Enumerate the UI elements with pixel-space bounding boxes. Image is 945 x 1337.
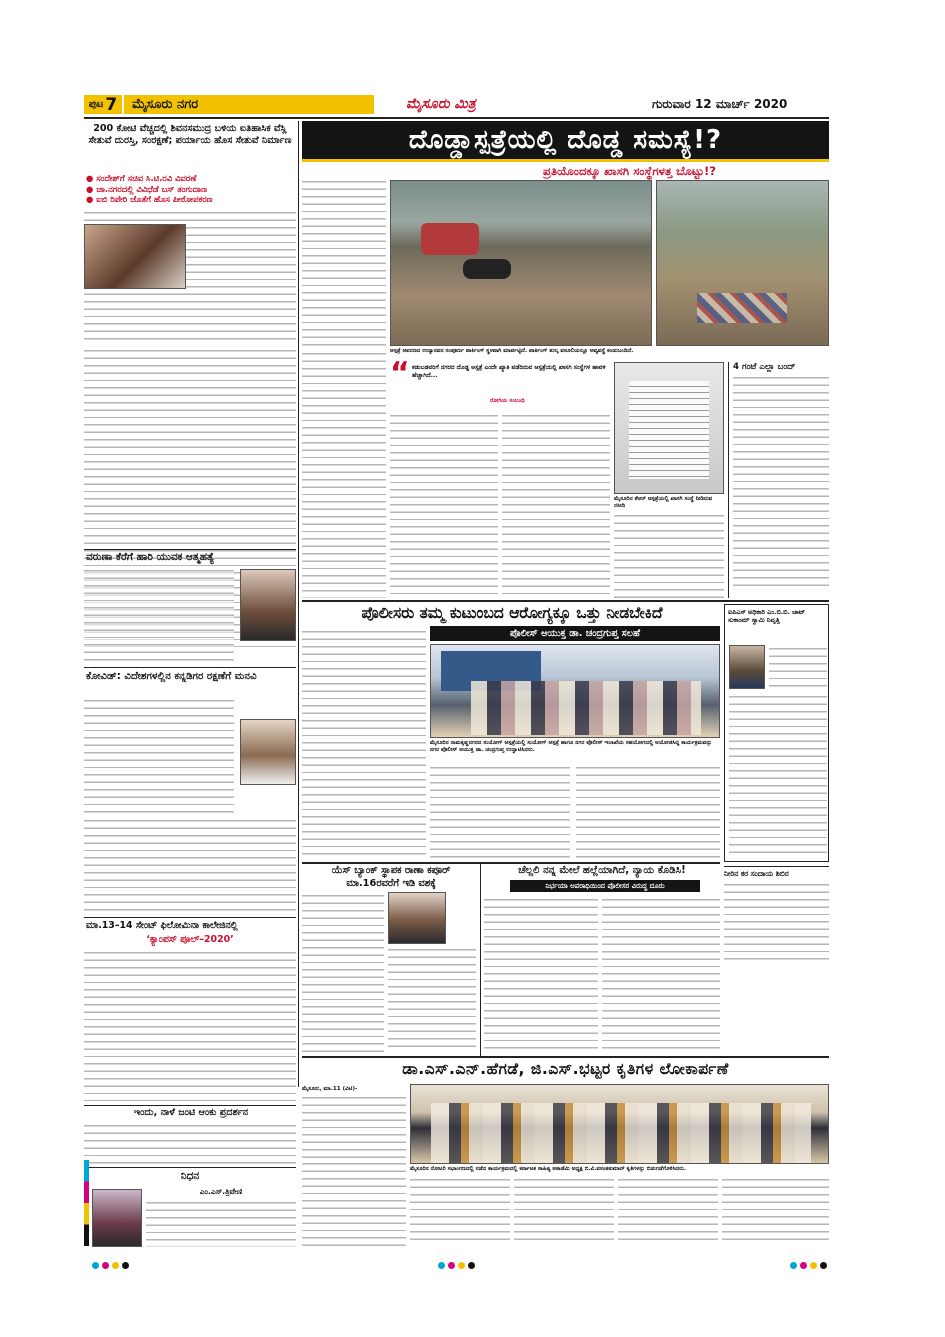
- dignitaries-row: [431, 1103, 811, 1163]
- quote-mark-icon: “: [390, 356, 410, 391]
- story2-body: [84, 567, 234, 663]
- yes-headline: ಯೆಸ್ ಬ್ಯಾಂಕ್ ಸ್ಥಾಪಕ ರಾಣಾ ಕಪೂರ್ ಮಾ.16ರವರೆಗೆ ಇಡಿ ವಶಕ್ಕೆ: [331, 865, 451, 889]
- yes-body-col2: [388, 946, 476, 1052]
- story5-headline: ಇಂದು, ನಾಳೆ ಜಂಟಿ ಆಂಕು ಪ್ರದರ್ಶನ: [133, 1107, 249, 1118]
- left-column: [84, 121, 296, 1246]
- bottom-headline: ಡಾ.ಎಸ್.ಎನ್.ಹೆಗಡೆ, ಜಿ.ಎಸ್.ಭಟ್ಟರ ಕೃತಿಗಳ ಲೋಕಾರ್ಪಣೆ: [402, 1060, 729, 1078]
- police-sub-bar: [430, 626, 720, 641]
- acid-headline: ಚೆಲ್ಲಲಿ ನನ್ನ ಮೇಲೆ ಹಲ್ಲೆಯಾಗಿದೆ, ನ್ಯಾಯ ಕೊಡಿಸಿ!: [518, 865, 686, 876]
- acid-body-col1: [484, 896, 598, 1052]
- water-box-title: ನೀರಿನ ಕರ ಸಂದಾಯ ಶಿಬಿರ: [724, 869, 789, 878]
- lead-subheadline: ಪ್ರತಿಯೊಂದಕ್ಕೂ ಖಾಸಗಿ ಸಂಸ್ಥೆಗಳತ್ತ ಬೊಟ್ಟು!?: [543, 164, 716, 178]
- section-bar: [124, 95, 374, 114]
- ips-box-body: [769, 645, 827, 691]
- story1-bullet-1: ● ಸಂದೇಶ್‌ಗೆ ಸಚಿವ ಸಿ.ಟಿ.ರವಿ ವಿವರಣೆ: [86, 173, 197, 183]
- youth-photo: [240, 569, 296, 641]
- cyan-dot: [438, 1262, 445, 1269]
- book-release-photo: [410, 1084, 829, 1164]
- paper-name: ಮೈಸೂರು ಮಿತ್ರ: [406, 96, 476, 112]
- minister2-photo: [240, 719, 296, 785]
- page-label: ಪುಟ: [88, 99, 104, 110]
- ips-box: [724, 604, 829, 862]
- closing-box: [728, 362, 829, 598]
- police-subheadline: ಪೊಲೀಸ್ ಆಯುಕ್ತ ಡಾ. ಚಂದ್ರಗುಪ್ತ ಸಲಹೆ: [509, 628, 641, 639]
- ips-box-body-b: [729, 693, 827, 857]
- rana-kapoor-photo: [388, 892, 446, 944]
- bottom-body-col1: [302, 1094, 406, 1158]
- obituary-name: ಎಂ.ಎಸ್.ತ್ರಿವೇಣಿ: [199, 1187, 243, 1196]
- yellow-dot: [112, 1262, 119, 1269]
- bottom-body-col2: [302, 1160, 406, 1246]
- car-shape: [421, 223, 479, 255]
- bottom-body-col5: [618, 1176, 718, 1246]
- bottom-body-col6: [722, 1176, 829, 1246]
- lead-body-col2: [302, 350, 386, 598]
- divider-police-top: [302, 600, 829, 602]
- black-dot: [820, 1262, 827, 1269]
- story4-body: [84, 949, 296, 1101]
- page-date: ಗುರುವಾರ 12 ಮಾರ್ಚ್ 2020: [652, 97, 788, 111]
- divider-yes-top: [302, 862, 720, 864]
- acid-subheadline: ನಿರ್ಭಯಾ ಅಪರಾಧಿಯಿಂದ ಪೊಲೀಸರ ವಿರುದ್ಧ ದೂರು: [545, 882, 665, 890]
- yellow-dot: [458, 1262, 465, 1269]
- page-number: 7: [105, 94, 118, 115]
- black-dot: [468, 1262, 475, 1269]
- divider-2: [84, 667, 296, 668]
- people-row: [471, 681, 701, 735]
- story3-body: [84, 697, 234, 817]
- book-release-caption: ಮೈಸೂರಿನ ರೋಟರಿ ಸಭಾಂಗಣದಲ್ಲಿ ನಡೆದ ಕಾರ್ಯಕ್ರಮದಲ್ಲಿ ಕರ್ನಾಟಕ ಸಾಹಿತ್ಯ ಅಕಾಡೆಮಿ ಅಧ್ಯಕ್ಷ ಬಿ.ವಿ.ವಸಂತಕುಮಾರ್ ಕೃತಿಗಳನ್ನು ಬಿಡುಗಡೆಗೊಳಿಸಿದರು.: [410, 1166, 687, 1172]
- police-photo-caption: ಮೈಸೂರಿನ ರಾಮಕೃಷ್ಣನಗರದ ಸುಯೋಗ್ ಆಸ್ಪತ್ರೆಯಲ್ಲಿ ಸುಯೋಗ್ ಆಸ್ಪತ್ರೆ ಹಾಗೂ ನಗರ ಪೊಲೀಸ್ ಇಲಾಖೆಯ ಸಹಯೋಗದಲ್ಲಿ ಆಯೋಜಿಸಿದ್ದ ಕಾರ್ಯಕ್ರಮವನ್ನು ನಗರ ಪೊಲೀಸ್ ಆಯುಕ್ತ ಡಾ. ಚಂದ್ರಗುಪ್ತ ಉದ್ಘಾಟಿಸಿದರು.: [430, 740, 712, 754]
- story3-body-b: [84, 817, 296, 915]
- bottom-body-col4: [514, 1176, 614, 1246]
- obituary-photo: [92, 1189, 142, 1247]
- cyan-dot: [790, 1262, 797, 1269]
- closing-box-body: [733, 374, 829, 592]
- registration-marks-left: [92, 1254, 132, 1273]
- story1-bullet-3: ● ಐಬಿ ರಿಪೇರಿ ಜೊತೆಗೆ ಹೊಸ ಪೀಠೋಪಕರಣ: [86, 194, 213, 205]
- garbage-photo: [656, 180, 829, 346]
- lead-body-col5: [614, 512, 724, 598]
- lead-body-col4: [502, 412, 610, 598]
- police-body-col3: [576, 764, 720, 860]
- quote-text: ಕಡುಬಡವರಿಗೆ ನಗರದ ದೊಡ್ಡ ಆಸ್ಪತ್ರೆ ಎಂದೇ ಖ್ಯಾತಿ ಪಡೆದಿರುವ ಆಸ್ಪತ್ರೆಯಲ್ಲಿ ಖಾಸಗಿ ಸಂಸ್ಥೆಗಳ ಹಾವಳಿ ಹೆಚ್ಚಾಗಿದೆ...: [412, 364, 606, 379]
- yellow-dot: [810, 1262, 817, 1269]
- bottom-body-col3: [410, 1176, 510, 1246]
- yes-body-col1: [302, 892, 384, 1052]
- quote-box: [390, 356, 610, 408]
- story2-headline: ವರುಣಾ ಕೆರೆಗೆ ಹಾರಿ ಯುವಕ ಆತ್ಮಹತ್ಯೆ: [86, 551, 215, 563]
- magenta-dot: [102, 1262, 109, 1269]
- lead-headline: ದೊಡ್ಡಾಸ್ಪತ್ರೆಯಲ್ಲಿ ದೊಡ್ಡ ಸಮಸ್ಯೆ!?: [408, 125, 723, 155]
- cyan-dot: [92, 1262, 99, 1269]
- receipt-caption: ಮೈಸೂರಿನ ಕೆಆರ್ ಆಸ್ಪತ್ರೆಯಲ್ಲಿ ಖಾಸಗಿ ಸಂಸ್ಥೆ ನೀಡಿರುವ ರಸೀದಿ: [614, 496, 713, 509]
- section-title: ಮೈಸೂರು ನಗರ: [132, 97, 199, 112]
- lead-body-col1: [302, 178, 386, 346]
- ips-box-title: ಐಪಿಎಸ್ ಅಧಿಕಾರಿ ಎಂ.ಬಿ.ಬಿ. ಚಾಟ್ ಸುಕಾಂಮ್ ಸ್ವಾಮಿ ನಿವೃತ್ತಿ: [728, 608, 806, 624]
- minister-photo: [84, 224, 186, 289]
- black-dot: [122, 1262, 129, 1269]
- page-label-badge: [84, 95, 122, 114]
- story5-body: [84, 1122, 296, 1166]
- police-headline: ಪೊಲೀಸರು ತಮ್ಮ ಕುಟುಂಬದ ಆರೋಗ್ಯಕ್ಕೂ ಒತ್ತು ನೀಡಬೇಕಿದೆ: [361, 604, 663, 622]
- police-body-col1: [302, 628, 426, 860]
- parking-photo: [390, 180, 652, 346]
- quote-attribution: ರೋಗಿಯ ಸಂಬಂಧಿ: [490, 398, 525, 404]
- obituary-body: [146, 1199, 296, 1247]
- registration-marks-center: [438, 1254, 478, 1273]
- story1-headline: 200 ಕೋಟಿ ವೆಚ್ಚದಲ್ಲಿ ಶಿವನಸಮುದ್ರ ಬಳಿಯ ಐತಿಹಾಸಿಕ ವೆಸ್ಲಿ ಸೇತುವೆ ದುರಸ್ತಿ, ಸಂರಕ್ಷಣೆ; ಪರ್ಯಾಯ ಹೊಸ ಸೇತುವೆ ನಿರ್ಮಾಣ: [88, 123, 292, 147]
- receipt-paper: [629, 381, 709, 479]
- ips-officer-photo: [729, 645, 765, 689]
- divider-1: [84, 549, 296, 550]
- debris-shape: [697, 293, 787, 323]
- column-rule-left: [298, 121, 299, 1087]
- story3-headline: ಕೋವಿಡ್: ವಿದೇಶಗಳಲ್ಲಿನ ಕನ್ನಡಿಗರ ರಕ್ಷಣೆಗೆ ಮನವಿ: [86, 671, 257, 682]
- lead-photo-caption: ಆಸ್ಪತ್ರೆ ಆವರಣದ ಉದ್ಯಾನವನ ಸಂಪೂರ್ಣ ಪಾರ್ಕಿಂಗ್ ಸ್ಥಳವಾಗಿ ಮಾರ್ಪಟ್ಟಿದೆ. ಪಾರ್ಕಿಂಗ್ ಶುಲ್ಕ ವಸೂಲಿಯಲ್ಲೂ ಅವ್ಯವಸ್ಥೆ ಕಂಡುಬಂದಿದೆ.: [390, 348, 634, 354]
- column-rule-acid: [480, 864, 481, 1056]
- obituary-title: ನಿಧನ: [180, 1170, 200, 1182]
- story4-subheadline: ‘ಕ್ಯಾಂಪಸ್ ಪೂಲ್–2020’: [146, 934, 234, 945]
- registration-strip: [84, 1160, 89, 1246]
- story4-headline: ಮಾ.13–14 ಸೇಂಟ್ ಫಿಲೋಮಿನಾ ಕಾಲೇಜಿನಲ್ಲಿ: [86, 920, 238, 931]
- page-header: [84, 95, 829, 117]
- divider-3: [84, 917, 296, 918]
- divider-bottom-top: [302, 1056, 829, 1058]
- acid-body-col2: [602, 896, 720, 1052]
- divider-4: [84, 1105, 296, 1106]
- divider-5: [84, 1167, 296, 1168]
- bottom-dateline: ಮೈಸೂರು, ಮಾ.11 (ವಿಟಿ)-: [302, 1086, 358, 1092]
- police-body-col2: [430, 764, 570, 860]
- closing-box-title: 4 ಗಂಟೆ ಎಲ್ಲಾ ಬಂದ್: [733, 362, 796, 372]
- magenta-dot: [800, 1262, 807, 1269]
- receipt-photo: [614, 362, 724, 494]
- water-box: [724, 866, 829, 962]
- bike-shape: [463, 259, 511, 279]
- header-rule: [84, 117, 829, 119]
- story1-bullets: [86, 173, 296, 205]
- story1-bullet-2: ● ಚಾ.ನಗರದಲ್ಲಿ ವಿವಿಧೆಡೆ ಬಸ್ ತಂಗುದಾಣ: [86, 183, 207, 194]
- registration-marks-right: [790, 1254, 830, 1273]
- acid-sub-bar: [510, 880, 700, 892]
- water-box-body: [724, 881, 829, 961]
- lead-body-col3: [390, 412, 498, 598]
- magenta-dot: [448, 1262, 455, 1269]
- lead-headline-bar: [302, 121, 829, 162]
- police-photo: [430, 644, 720, 738]
